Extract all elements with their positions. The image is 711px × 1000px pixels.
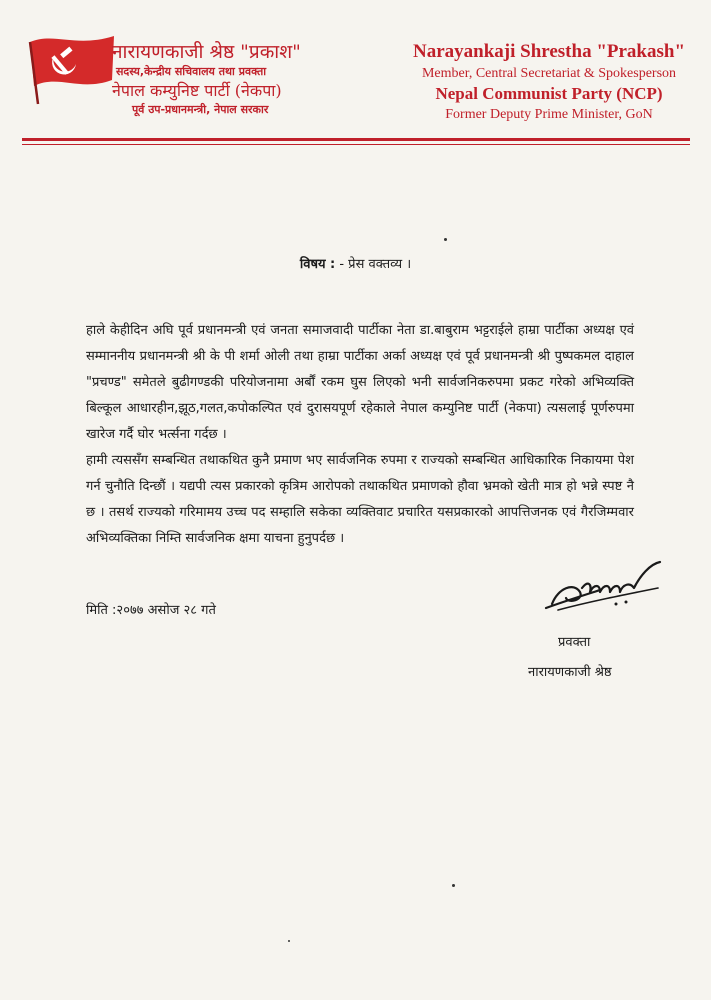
signatory-role: प्रवक्ता: [558, 635, 591, 650]
subject-text: - प्रेस वक्तव्य ।: [339, 257, 412, 272]
header-former-english: Former Deputy Prime Minister, GoN: [445, 107, 653, 122]
header-name-english: Narayankaji Shrestha "Prakash": [412, 41, 685, 62]
header-former-nepali: पूर्व उप-प्रधानमन्त्री, नेपाल सरकार: [132, 103, 269, 116]
header-divider-thick: [22, 138, 690, 141]
subject-line: [0, 254, 711, 272]
body-paragraph-2: हामी त्यससँग सम्बन्धित तथाकथित कुनै प्रमाण भए सार्वजनिक रुपमा र राज्यको सम्बन्धित आधिकारिक निकायमा पेश गर्न चुनौति दिन्छौं । यद्यपी त्यस प्रकारको कृत्रिम आरोपको तथाकथित प्रमाणको हौवा भ्रमको खेती मात्र हो भन्ने स्पष्ट नै छ । तसर्थ राज्यको गरिमामय उच्च पद सम्हालि सकेका व्यक्तिवाट प्रचारित यसप्रकारको आपत्तिजनक एवं गैरजिम्मवार अभिव्यक्तिका निम्ति सार्वजनिक क्षमा याचना हुनुपर्दछ ।: [86, 453, 634, 546]
header-nepali: [112, 40, 362, 118]
hammer-sickle-flag-icon: [24, 30, 120, 106]
body-paragraph-1: हाले केहीदिन अघि पूर्व प्रधानमन्त्री एवं जनता समाजवादी पार्टीका नेता डा.बाबुराम भट्टराईले हाम्रा पार्टीका अध्यक्ष एवं सम्माननीय प्रधानमन्त्री श्री के पी शर्मा ओली तथा हाम्रा पार्टीका अर्का अध्यक्ष एवं पूर्व प्रधानमन्त्री श्री पुष्पकमल दाहाल "प्रचण्ड" समेतले बुढीगण्डकी परियोजनामा अर्बौं रकम घुस लिएको भनी सार्वजनिकरुपमा प्रकट गरेको अभिव्यक्ति बिल्कूल आधारहीन,झूठ,गलत,कपोकल्पित एवं दुरासयपूर्ण रहेकाले नेपाल कम्युनिष्ट पार्टी (नेकपा) त्यसलाई पूर्णरुपमा खारेज गर्दै घोर भर्त्सना गर्दछ ।: [86, 323, 634, 442]
header-name-nepali: नारायणकाजी श्रेष्ठ "प्रकाश": [112, 41, 301, 63]
letter-date: मिति :२०७७ असोज २८ गते: [86, 603, 216, 618]
signatory-name: नारायणकाजी श्रेष्ठ: [528, 665, 612, 680]
header-party-english: Nepal Communist Party (NCP): [435, 84, 663, 103]
scan-speck: [452, 884, 455, 887]
signature-image: [538, 548, 678, 618]
subject-label: विषय :: [299, 257, 336, 272]
header-divider-thin: [22, 144, 690, 145]
scan-speck: [444, 238, 447, 241]
scan-speck: [288, 940, 290, 942]
header-role-nepali: सदस्य,केन्द्रीय सचिवालय तथा प्रवक्ता: [116, 65, 267, 78]
header-role-english: Member, Central Secretariat & Spokesperson: [421, 66, 677, 81]
header-party-nepali: नेपाल कम्युनिष्ट पार्टी (नेकपा): [112, 81, 282, 100]
header-english: [409, 40, 689, 124]
